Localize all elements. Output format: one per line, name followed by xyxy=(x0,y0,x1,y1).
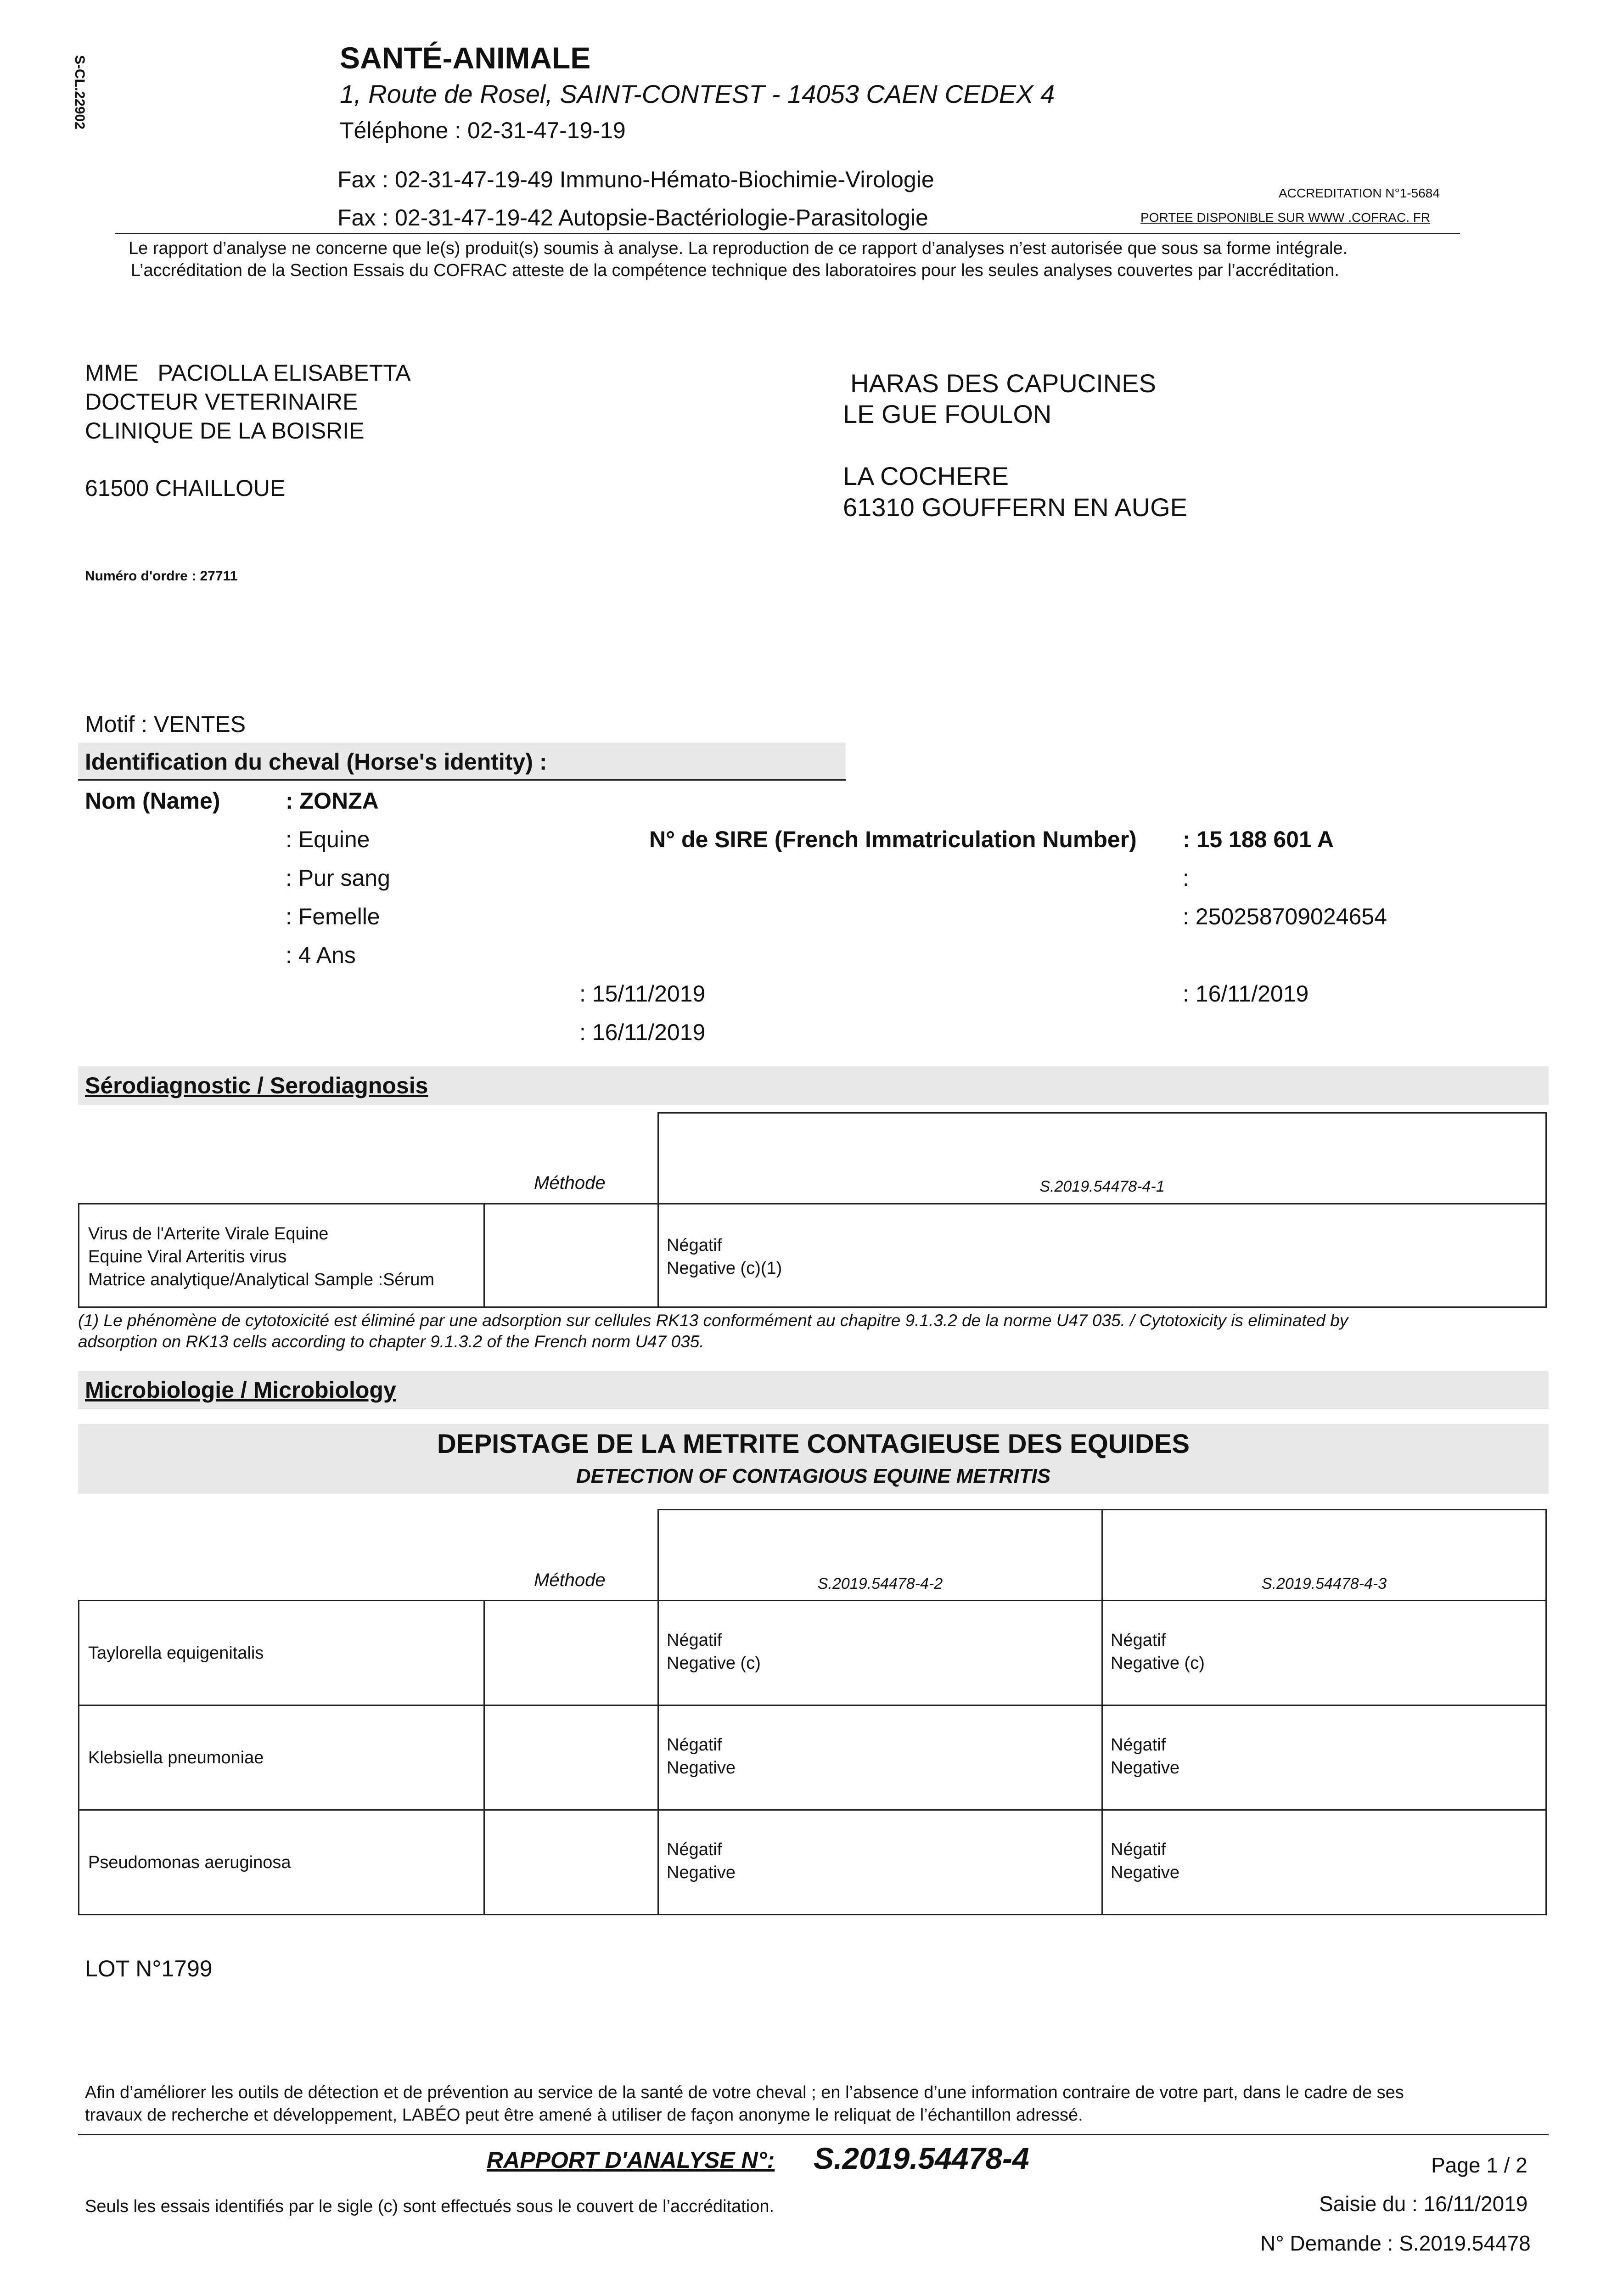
legal-notice-2: L’accréditation de la Section Essais du COFRAC atteste de la compétence technique des laboratoires pour les seules analyses couvertes par l’accréditation. xyxy=(131,261,1339,280)
report-number: S.2019.54478-4 xyxy=(814,2141,1029,2175)
serology-method-label: Méthode xyxy=(534,1173,606,1193)
legal-notice-1: Le rapport d’analyse ne concerne que le(s) produit(s) soumis à analyse. La reproduction de ce rapport d’analyses n’est autorisée que sous sa forme intégrale. xyxy=(129,239,1348,258)
cem-test-title: DEPISTAGE DE LA METRITE CONTAGIEUSE DES EQUIDES xyxy=(437,1429,1190,1459)
horse-age: : 4 Ans xyxy=(286,942,356,968)
microbiology-section-title: Microbiologie / Microbiology xyxy=(85,1377,396,1403)
reception-date: : 16/11/2019 xyxy=(1183,981,1309,1007)
horse-species: : Equine xyxy=(286,827,370,852)
horse-breed: : Pur sang xyxy=(286,865,390,891)
footer-divider xyxy=(78,2134,1549,2135)
organism-name: Taylorella equigenitalis xyxy=(88,1643,264,1663)
page-indicator: Page 1 / 2 xyxy=(1431,2153,1528,2177)
lab-address: 1, Route de Rosel, SAINT-CONTEST - 14053 CAEN CEDEX 4 xyxy=(340,79,1055,108)
owner-address: LA COCHERE xyxy=(843,461,1009,490)
cem-method-label: Méthode xyxy=(534,1570,606,1590)
research-notice: Afin d’améliorer les outils de détection et de prévention au service de la santé de votre cheval ; en l’absence d’une information contraire de votre part, dans le cadre de ses travaux de recherche et développement, LABÉO peut être amené à utiliser de façon anonyme le reliquat de l’échantillon adressé. xyxy=(85,2083,1404,2125)
header-divider xyxy=(115,233,1460,234)
organism-name: Pseudomonas aeruginosa xyxy=(88,1853,291,1872)
cem-sample-a-id: S.2019.54478-4-2 xyxy=(817,1575,943,1593)
side-code: S-CL.22902 xyxy=(72,55,87,129)
empty-field-value: : xyxy=(1183,865,1189,891)
organism-result-b: Négatif Negative xyxy=(1111,1840,1179,1882)
serology-row-result-cell xyxy=(657,1203,1547,1308)
sire-value: : 15 188 601 A xyxy=(1183,827,1334,852)
recipient-name: MME PACIOLLA ELISABETTA xyxy=(85,360,411,386)
serology-row-result: Négatif Negative (c)(1) xyxy=(667,1236,782,1278)
organism-result-b: Négatif Negative (c) xyxy=(1111,1631,1205,1673)
organism-result-a: Négatif Negative xyxy=(667,1840,736,1882)
accreditation-number: ACCREDITATION N°1-5684 xyxy=(1279,186,1440,200)
organism-result-b: Négatif Negative xyxy=(1111,1735,1179,1778)
recipient-city: 61500 CHAILLOUE xyxy=(85,475,286,501)
demande-number: N° Demande : S.2019.54478 xyxy=(1260,2231,1531,2255)
recipient-title: DOCTEUR VETERINAIRE xyxy=(85,389,358,415)
sire-label: N° de SIRE (French Immatriculation Number) xyxy=(649,827,1137,852)
order-number: Numéro d'ordre : 27711 xyxy=(85,568,238,584)
start-date: : 16/11/2019 xyxy=(579,1019,706,1045)
serology-row-method-cell xyxy=(483,1203,659,1308)
lot-number: LOT N°1799 xyxy=(85,1956,213,1981)
organism-result-a: Négatif Negative xyxy=(667,1735,736,1778)
serology-sample-id: S.2019.54478-4-1 xyxy=(1039,1178,1165,1195)
organism-result-a: Négatif Negative (c) xyxy=(667,1631,761,1673)
identity-section-title: Identification du cheval (Horse's identity) : xyxy=(85,749,547,775)
owner-name: HARAS DES CAPUCINES xyxy=(850,369,1156,398)
lab-fax-1: Fax : 02-31-47-19-49 Immuno-Hémato-Biochimie-Virologie xyxy=(337,167,934,192)
organism-name: Klebsiella pneumoniae xyxy=(88,1748,264,1767)
sampling-date: : 15/11/2019 xyxy=(579,981,706,1007)
horse-name-label: Nom (Name) xyxy=(85,788,220,814)
table-row-method-cell xyxy=(483,1809,659,1915)
accreditation-note: Seuls les essais identifiés par le sigle (c) sont effectués sous le couvert de l’accréditation. xyxy=(85,2197,775,2216)
saisie-date: Saisie du : 16/11/2019 xyxy=(1319,2192,1528,2216)
owner-place: LE GUE FOULON xyxy=(843,400,1052,428)
lab-fax-2: Fax : 02-31-47-19-42 Autopsie-Bactériologie-Parasitologie xyxy=(337,205,928,231)
serology-footnote: (1) Le phénomène de cytotoxicité est éliminé par une adsorption sur cellules RK13 conformément au chapitre 9.1.3.2 de la norme U47 035. / Cytotoxicity is eliminated by adsorption on RK13 cells according to chapter 9.1.3.2 of the French norm U47 035. xyxy=(78,1311,1348,1351)
motif: Motif : VENTES xyxy=(85,711,246,737)
cem-sample-b-id: S.2019.54478-4-3 xyxy=(1261,1575,1387,1593)
lab-phone: Téléphone : 02-31-47-19-19 xyxy=(340,118,626,143)
report-label: RAPPORT D'ANALYSE N°: xyxy=(487,2147,775,2173)
table-row-method-cell xyxy=(483,1600,659,1706)
recipient-clinic: CLINIQUE DE LA BOISRIE xyxy=(85,418,365,444)
horse-name-value: : ZONZA xyxy=(286,788,379,814)
horse-sex: : Femelle xyxy=(286,904,380,929)
serology-section-title: Sérodiagnostic / Serodiagnosis xyxy=(85,1073,428,1098)
transponder-value: : 250258709024654 xyxy=(1183,904,1387,929)
cofrac-link[interactable]: PORTEE DISPONIBLE SUR WWW .COFRAC. FR xyxy=(1140,210,1431,225)
table-row-method-cell xyxy=(483,1705,659,1811)
cem-test-subtitle: DETECTION OF CONTAGIOUS EQUINE METRITIS xyxy=(576,1465,1051,1487)
identity-header-rule xyxy=(78,779,846,781)
owner-city: 61310 GOUFFERN EN AUGE xyxy=(843,493,1188,522)
serology-row-label: Virus de l'Arterite Virale Equine Equine Viral Arteritis virus Matrice analytique/Analytical Sample :Sérum xyxy=(88,1224,435,1289)
lab-name: SANTÉ-ANIMALE xyxy=(340,41,591,75)
